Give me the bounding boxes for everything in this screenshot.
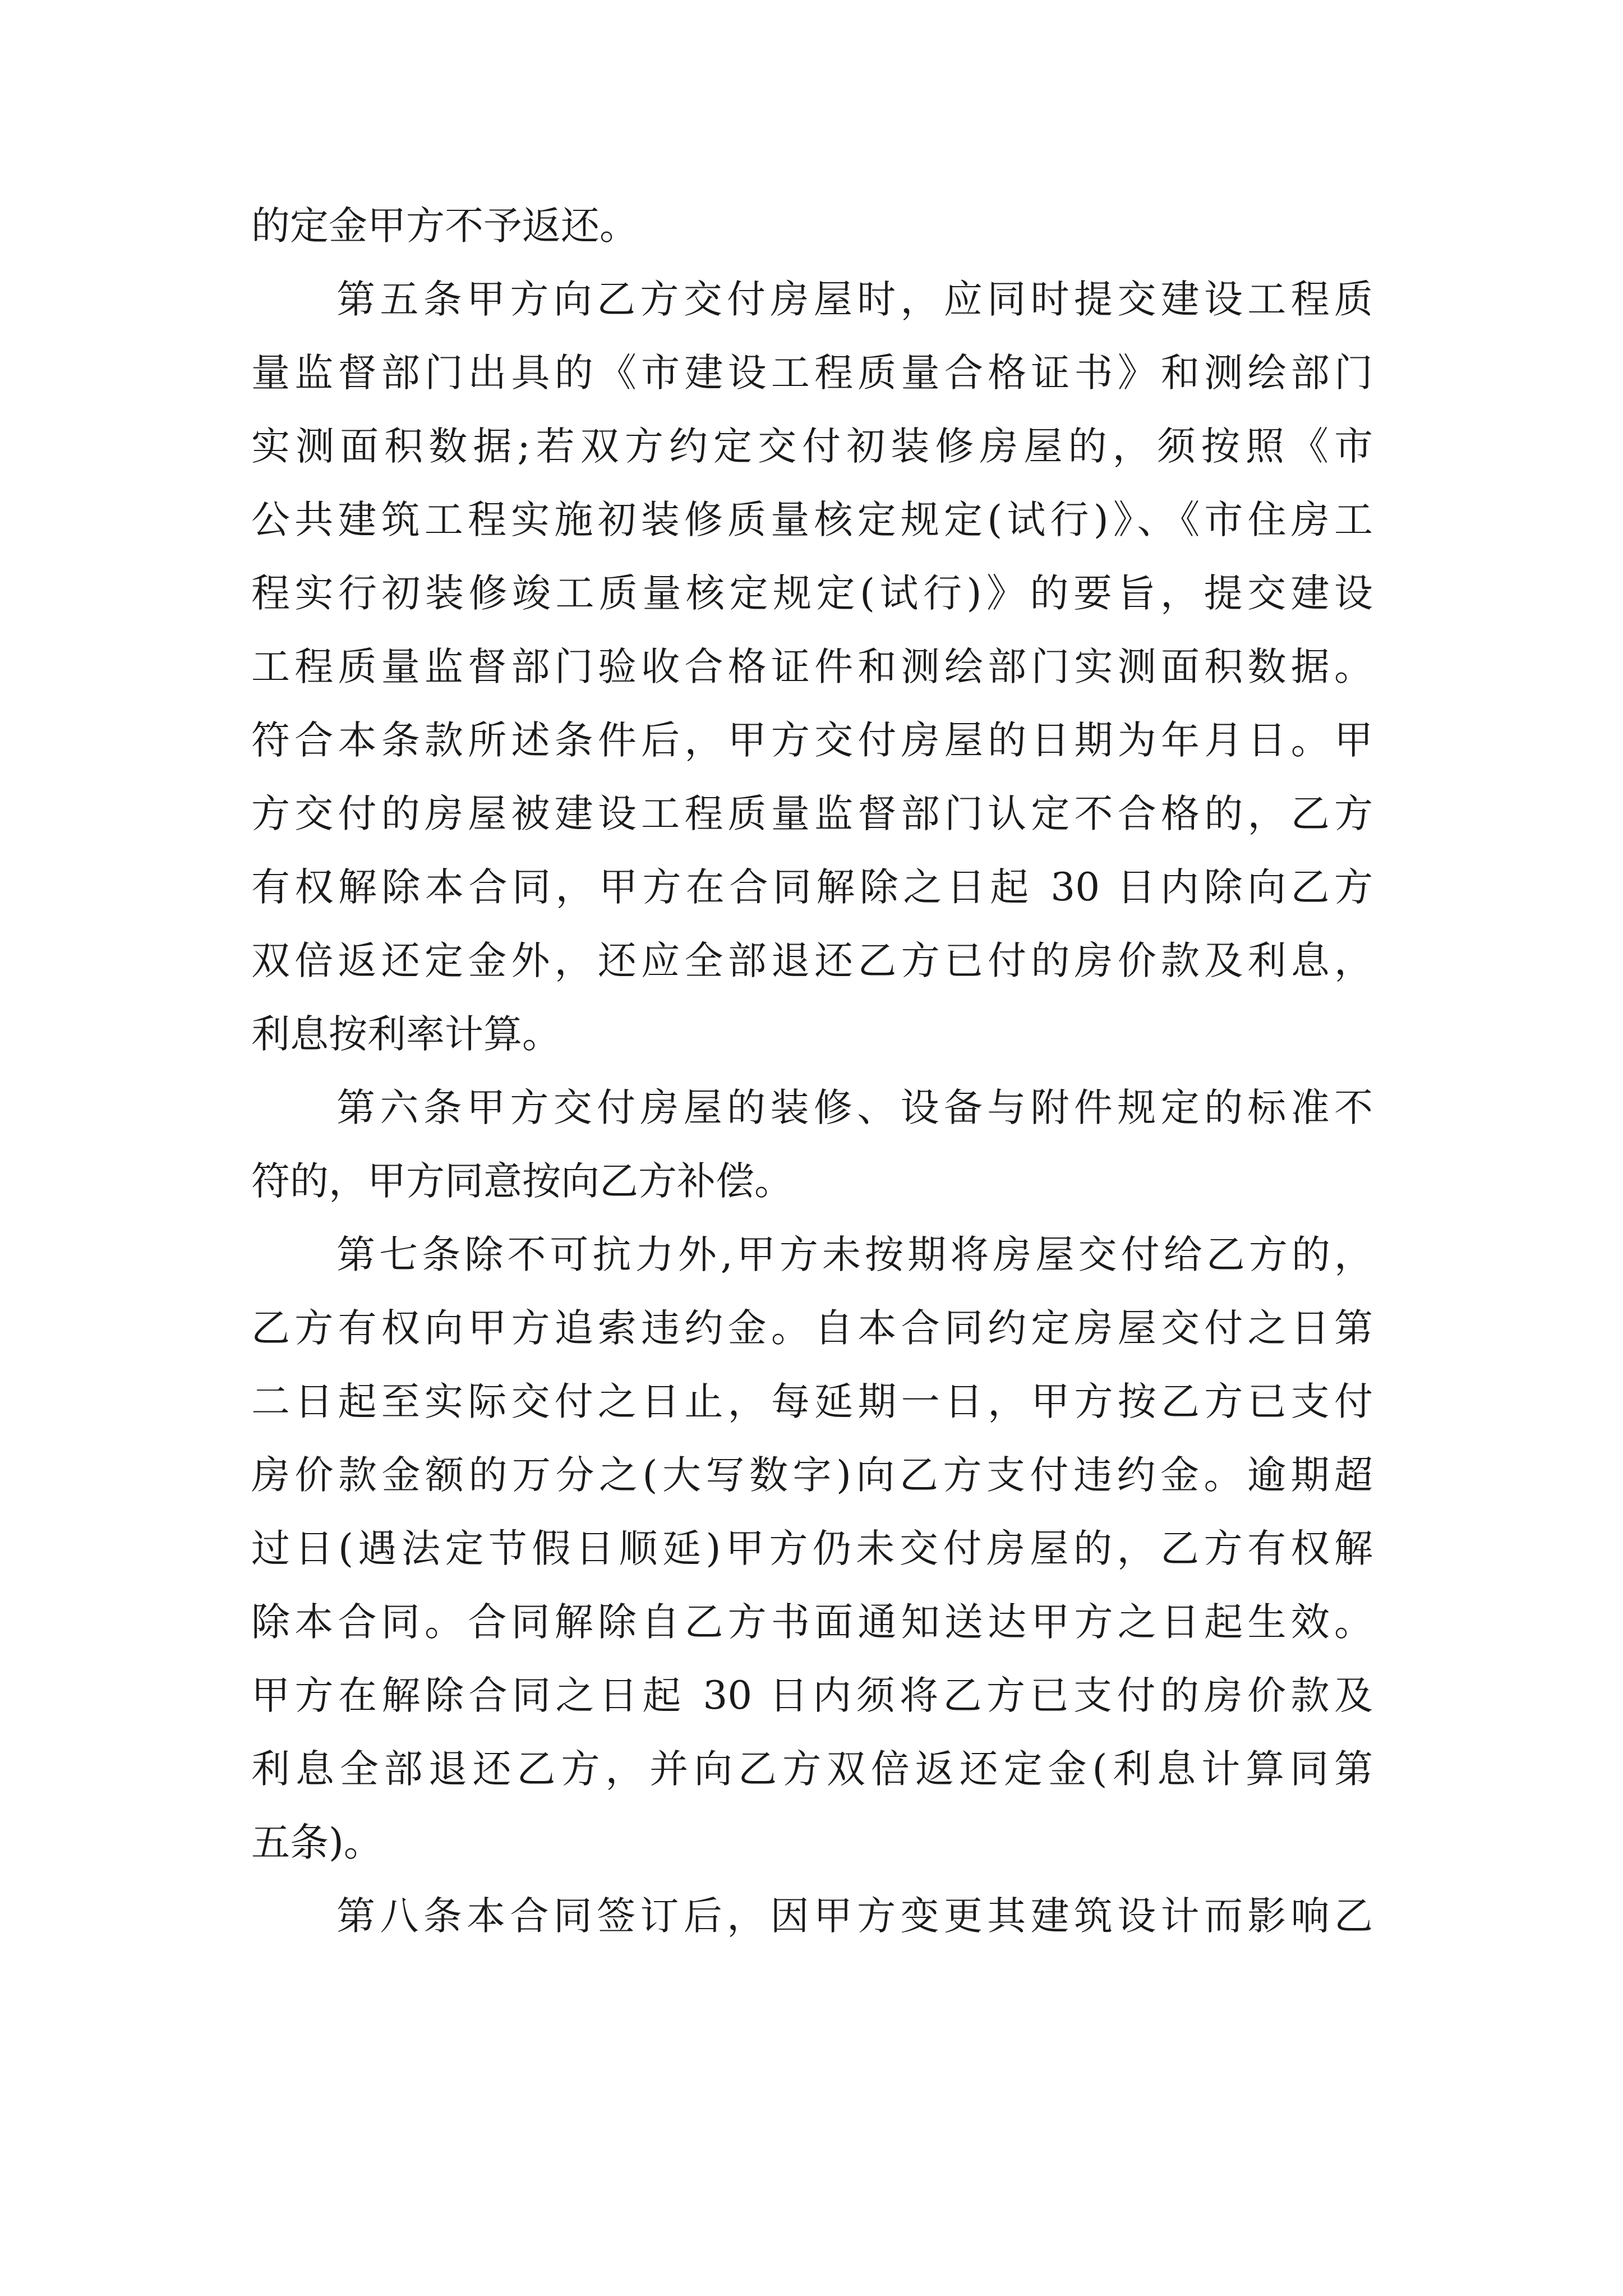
text-line: 的定金甲方不予返还。 (251, 204, 638, 249)
text-line: 方交付的房屋被建设工程质量监督部门认定不合格的，乙方 (251, 792, 1373, 836)
text-line: 利息全部退还乙方，并向乙方双倍返还定金(利息计算同第 (251, 1747, 1373, 1792)
text-line: 利息按利率计算。 (251, 1012, 561, 1057)
text-line: 过日(遇法定节假日顺延)甲方仍未交付房屋的，乙方有权解 (251, 1526, 1373, 1571)
text-line-article-8-start: 第八条本合同签订后，因甲方变更其建筑设计而影响乙 (336, 1894, 1373, 1939)
text-line-article-7-start: 第七条除不可抗力外,甲方未按期将房屋交付给乙方的， (336, 1232, 1373, 1277)
text-line: 符合本条款所述条件后，甲方交付房屋的日期为年月日。甲 (251, 718, 1373, 763)
contract-body-text (251, 190, 1373, 1953)
text-line: 甲方在解除合同之日起 30 日内须将乙方已支付的房价款及 (251, 1673, 1373, 1718)
text-line: 除本合同。合同解除自乙方书面通知送达甲方之日起生效。 (251, 1600, 1373, 1645)
text-line-article-6-start: 第六条甲方交付房屋的装修、设备与附件规定的标准不 (336, 1085, 1373, 1130)
text-line: 有权解除本合同，甲方在合同解除之日起 30 日内除向乙方 (251, 865, 1373, 910)
text-line: 量监督部门出具的《市建设工程质量合格证书》和测绘部门 (251, 351, 1373, 395)
text-line: 乙方有权向甲方追索违约金。自本合同约定房屋交付之日第 (251, 1306, 1373, 1351)
text-line: 符的，甲方同意按向乙方补偿。 (251, 1159, 793, 1204)
text-line: 工程质量监督部门验收合格证件和测绘部门实测面积数据。 (251, 645, 1373, 689)
text-line-article-5-start: 第五条甲方向乙方交付房屋时，应同时提交建设工程质 (336, 277, 1373, 322)
text-line: 房价款金额的万分之(大写数字)向乙方支付违约金。逾期超 (251, 1453, 1373, 1498)
text-line: 程实行初装修竣工质量核定规定(试行)》的要旨，提交建设 (251, 571, 1373, 616)
text-line: 双倍返还定金外，还应全部退还乙方已付的房价款及利息， (251, 938, 1373, 983)
text-line: 二日起至实际交付之日止，每延期一日，甲方按乙方已支付 (251, 1379, 1373, 1424)
text-line: 实测面积数据;若双方约定交付初装修房屋的，须按照《市 (251, 424, 1373, 469)
text-line: 五条)。 (251, 1820, 382, 1865)
text-line: 公共建筑工程实施初装修质量核定规定(试行)》、《市住房工 (251, 498, 1373, 542)
